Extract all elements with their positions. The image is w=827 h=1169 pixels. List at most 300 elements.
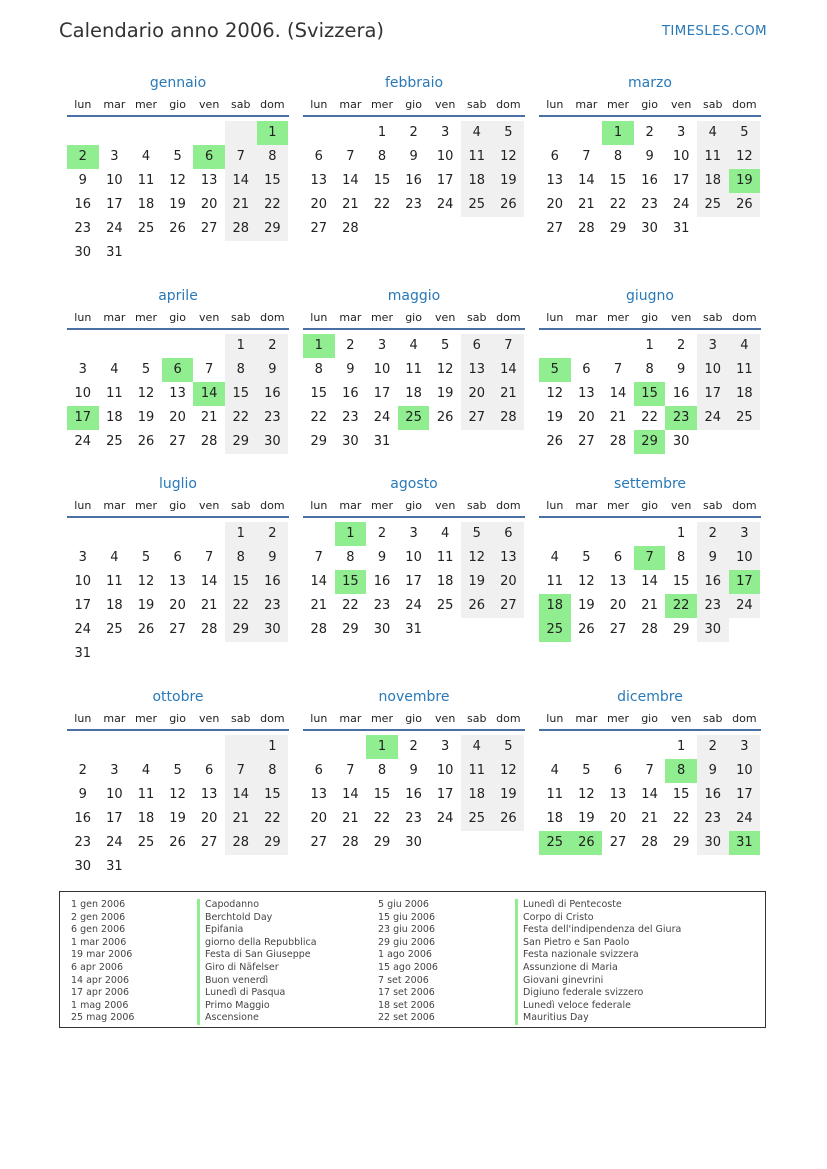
empty-cell [571, 121, 603, 145]
empty-cell [225, 121, 257, 145]
day-cell: 8 [257, 759, 289, 783]
weekday-label: dom [496, 98, 521, 111]
day-cell: 24 [672, 197, 690, 212]
day-cell: 12 [546, 386, 564, 401]
day-cell: 24 [729, 594, 761, 618]
empty-cell [99, 735, 131, 759]
day-cell: 31 [373, 434, 391, 449]
month-name: gennaio [149, 75, 207, 91]
legend-holiday-name: Festa dell'indipendenza del Giura [515, 924, 681, 937]
month-name: dicembre [617, 689, 683, 705]
month-name: maggio [387, 288, 441, 304]
day-cell: 30 [697, 618, 729, 642]
day-cell: 26 [461, 594, 493, 618]
day-cell: 9 [697, 546, 729, 570]
day-cell: 2 [78, 763, 87, 778]
empty-cell [335, 121, 367, 145]
month-name: febbraio [384, 75, 444, 91]
day-cell: 21 [225, 193, 257, 217]
day-cell: 28 [609, 434, 627, 449]
day-cell: 2 [677, 338, 686, 353]
day-cell: 6 [582, 362, 591, 377]
legend-date: 17 set 2006 [378, 987, 435, 999]
day-cell: 21 [493, 382, 525, 406]
day-cell: 19 [493, 783, 525, 807]
day-cell: 4 [729, 334, 761, 358]
day-grid [67, 522, 289, 666]
day-cell: 20 [578, 410, 595, 425]
empty-cell [162, 121, 194, 145]
empty-cell [539, 522, 571, 546]
day-cell: 6 [461, 334, 493, 358]
holiday-day: 25 [398, 406, 430, 430]
day-cell: 13 [546, 173, 564, 188]
day-cell: 21 [342, 197, 359, 212]
holiday-day: 1 [366, 735, 398, 759]
weekday-label: mar [339, 98, 362, 111]
day-cell: 5 [141, 550, 151, 565]
weekday-label: lun [310, 499, 328, 512]
day-cell: 28 [200, 622, 218, 637]
day-cell: 13 [200, 173, 218, 188]
day-cell: 24 [436, 811, 454, 826]
weekday-label: lun [546, 98, 564, 111]
legend-holiday-name: Ascensione [197, 1012, 317, 1025]
month-marzo [539, 72, 761, 241]
legend-holiday-name: Buon venerdì [197, 975, 317, 988]
day-cell: 15 [225, 570, 257, 594]
day-cell: 13 [461, 358, 493, 382]
day-cell: 17 [436, 787, 454, 802]
day-cell: 22 [342, 598, 359, 613]
weekday-label: lun [74, 311, 92, 324]
day-cell: 18 [461, 783, 493, 807]
day-cell: 11 [405, 362, 422, 377]
day-cell: 30 [373, 622, 391, 637]
day-cell: 21 [342, 811, 359, 826]
month-febbraio [303, 72, 525, 241]
day-cell: 23 [74, 221, 92, 236]
day-cell: 7 [314, 550, 323, 565]
weekday-label: sab [231, 311, 251, 324]
legend-holiday-name: Primo Maggio [197, 1000, 317, 1013]
holiday-day: 17 [729, 570, 761, 594]
day-cell: 30 [342, 434, 359, 449]
month-settembre [539, 473, 761, 642]
weekday-label: sab [231, 499, 251, 512]
weekday-label: gio [405, 712, 422, 725]
day-cell: 19 [461, 570, 493, 594]
day-cell: 18 [405, 386, 422, 401]
legend-date: 5 giu 2006 [378, 899, 429, 910]
day-cell: 30 [74, 859, 92, 874]
day-cell: 2 [645, 125, 654, 140]
day-cell: 22 [257, 193, 289, 217]
day-cell: 15 [257, 169, 289, 193]
legend-date: 15 giu 2006 [378, 911, 435, 923]
day-cell: 26 [137, 434, 155, 449]
holiday-day: 1 [303, 334, 335, 358]
day-cell: 24 [74, 622, 92, 637]
day-cell: 2 [409, 125, 418, 140]
weekday-label: dom [260, 311, 285, 324]
weekday-label: mer [370, 499, 393, 512]
day-cell: 11 [106, 574, 123, 589]
weekday-header [539, 709, 761, 731]
day-cell: 5 [493, 735, 525, 759]
day-cell: 16 [257, 570, 289, 594]
legend-holiday-name: Lunedì di Pasqua [197, 987, 317, 1000]
day-cell: 10 [106, 173, 123, 188]
day-cell: 12 [436, 362, 454, 377]
weekday-header [67, 496, 289, 518]
legend-date: 25 mag 2006 [71, 1012, 135, 1024]
day-cell: 20 [546, 197, 564, 212]
weekday-label: lun [310, 311, 328, 324]
day-cell: 20 [609, 811, 627, 826]
day-grid [539, 334, 761, 454]
month-dicembre [539, 686, 761, 855]
day-cell: 14 [342, 173, 359, 188]
empty-cell [99, 121, 131, 145]
day-cell: 6 [314, 763, 323, 778]
day-cell: 7 [205, 550, 214, 565]
day-cell: 4 [461, 121, 493, 145]
day-cell: 1 [677, 739, 686, 754]
day-cell: 21 [310, 598, 328, 613]
day-cell: 29 [609, 221, 627, 236]
day-cell: 24 [373, 410, 391, 425]
legend-holiday-name: San Pietro e San Paolo [515, 937, 681, 950]
day-cell: 30 [257, 430, 289, 454]
day-cell: 12 [578, 574, 595, 589]
day-cell: 6 [550, 149, 559, 164]
day-cell: 19 [578, 598, 595, 613]
day-cell: 16 [641, 173, 658, 188]
day-cell: 1 [645, 338, 654, 353]
legend-holiday-name: Giro di Näfelser [197, 962, 317, 975]
day-cell: 9 [346, 362, 355, 377]
day-cell: 10 [106, 787, 123, 802]
empty-cell [335, 735, 367, 759]
day-cell: 30 [405, 835, 422, 850]
day-cell: 27 [461, 406, 493, 430]
holiday-legend [59, 891, 766, 1028]
day-cell: 10 [74, 386, 92, 401]
month-name: ottobre [152, 689, 204, 705]
month-novembre [303, 686, 525, 855]
day-cell: 19 [137, 410, 155, 425]
weekday-label: mar [575, 712, 598, 725]
day-cell: 20 [169, 598, 186, 613]
legend-holiday-name: Festa nazionale svizzera [515, 949, 681, 962]
weekday-header [303, 709, 525, 731]
legend-holiday-name: Digiuno federale svizzero [515, 987, 681, 1000]
day-cell: 18 [106, 598, 123, 613]
day-cell: 20 [169, 410, 186, 425]
day-cell: 21 [578, 197, 595, 212]
day-cell: 25 [436, 598, 454, 613]
day-cell: 17 [106, 197, 123, 212]
day-cell: 26 [546, 434, 564, 449]
day-cell: 6 [613, 763, 623, 778]
day-grid [303, 121, 525, 241]
day-cell: 14 [225, 169, 257, 193]
legend-date: 14 apr 2006 [71, 974, 130, 986]
holiday-day: 26 [571, 831, 603, 855]
month-ottobre [67, 686, 289, 879]
day-cell: 10 [729, 759, 761, 783]
day-cell: 6 [173, 550, 182, 565]
brand-link[interactable]: TIMESLES.COM [661, 23, 767, 39]
day-cell: 8 [225, 358, 257, 382]
legend-holiday-name: Mauritius Day [515, 1012, 681, 1025]
day-cell: 28 [225, 217, 257, 241]
day-cell: 16 [342, 386, 359, 401]
day-cell: 4 [441, 526, 450, 541]
legend-holiday-name: Festa di San Giuseppe [197, 949, 317, 962]
day-cell: 11 [697, 145, 729, 169]
legend-holiday-name: giorno della Repubblica [197, 937, 317, 950]
day-cell: 11 [436, 550, 454, 565]
holiday-day: 17 [67, 406, 99, 430]
weekday-label: mer [134, 712, 157, 725]
day-cell: 28 [641, 835, 658, 850]
weekday-label: ven [435, 311, 456, 324]
day-cell: 26 [137, 622, 155, 637]
day-cell: 25 [137, 835, 155, 850]
day-cell: 12 [169, 173, 186, 188]
weekday-label: mer [370, 311, 393, 324]
day-cell: 13 [493, 546, 525, 570]
day-cell: 2 [697, 735, 729, 759]
day-cell: 14 [641, 787, 658, 802]
day-cell: 26 [729, 193, 761, 217]
day-cell: 8 [377, 763, 387, 778]
day-cell: 24 [405, 598, 422, 613]
day-cell: 24 [729, 807, 761, 831]
weekday-label: sab [467, 98, 487, 111]
weekday-header [539, 95, 761, 117]
day-cell: 8 [314, 362, 323, 377]
month-name: novembre [378, 689, 450, 705]
day-cell: 25 [729, 406, 761, 430]
weekday-label: mar [103, 712, 126, 725]
weekday-label: ven [199, 499, 220, 512]
day-cell: 20 [200, 197, 218, 212]
day-cell: 5 [141, 362, 151, 377]
day-cell: 30 [641, 221, 658, 236]
day-cell: 9 [257, 358, 289, 382]
weekday-label: gio [405, 499, 422, 512]
empty-cell [303, 121, 335, 145]
day-cell: 24 [697, 406, 729, 430]
weekday-label: sab [231, 712, 251, 725]
day-cell: 6 [493, 522, 525, 546]
day-cell: 23 [74, 835, 92, 850]
day-cell: 5 [173, 149, 182, 164]
day-cell: 30 [697, 831, 729, 855]
day-cell: 13 [578, 386, 595, 401]
day-cell: 12 [461, 546, 493, 570]
day-cell: 27 [609, 622, 627, 637]
empty-cell [67, 522, 99, 546]
empty-cell [303, 735, 335, 759]
day-cell: 23 [342, 410, 359, 425]
weekday-label: gio [169, 712, 186, 725]
empty-cell [67, 334, 99, 358]
legend-date: 6 apr 2006 [71, 961, 124, 973]
day-cell: 17 [672, 173, 690, 188]
day-cell: 28 [641, 622, 658, 637]
weekday-label: mer [370, 98, 393, 111]
day-cell: 25 [106, 622, 123, 637]
day-cell: 1 [257, 735, 289, 759]
weekday-label: mar [103, 98, 126, 111]
day-grid [67, 334, 289, 454]
weekday-header [539, 308, 761, 330]
legend-holiday-name: Giovani ginevrini [515, 975, 681, 988]
day-cell: 22 [373, 811, 391, 826]
holiday-day: 6 [193, 145, 225, 169]
day-cell: 2 [409, 739, 418, 754]
day-cell: 18 [461, 169, 493, 193]
day-cell: 19 [493, 169, 525, 193]
day-grid [67, 121, 289, 265]
weekday-header [303, 95, 525, 117]
day-cell: 17 [106, 811, 123, 826]
weekday-label: mer [134, 311, 157, 324]
weekday-label: sab [703, 311, 723, 324]
day-cell: 5 [173, 763, 182, 778]
day-cell: 20 [493, 570, 525, 594]
weekday-label: lun [546, 712, 564, 725]
month-name: giugno [626, 288, 674, 304]
holiday-day: 6 [162, 358, 194, 382]
holiday-day: 18 [539, 594, 571, 618]
empty-cell [602, 735, 634, 759]
weekday-label: lun [310, 98, 328, 111]
holiday-day: 14 [193, 382, 225, 406]
day-cell: 27 [578, 434, 595, 449]
day-cell: 17 [373, 386, 391, 401]
day-cell: 8 [613, 149, 623, 164]
day-cell: 16 [257, 382, 289, 406]
day-cell: 17 [74, 598, 92, 613]
day-cell: 3 [78, 550, 87, 565]
empty-cell [571, 735, 603, 759]
holiday-day: 25 [539, 618, 571, 642]
day-cell: 5 [461, 522, 493, 546]
day-cell: 6 [613, 550, 623, 565]
day-cell: 23 [257, 594, 289, 618]
day-cell: 11 [137, 173, 155, 188]
day-cell: 26 [169, 221, 186, 236]
legend-date: 1 gen 2006 [71, 899, 126, 910]
day-cell: 3 [377, 338, 387, 353]
day-cell: 11 [461, 759, 493, 783]
day-cell: 16 [405, 787, 422, 802]
legend-date: 1 mar 2006 [71, 936, 127, 948]
weekday-label: ven [435, 712, 456, 725]
day-cell: 4 [409, 338, 418, 353]
day-cell: 8 [645, 362, 654, 377]
day-cell: 24 [106, 221, 123, 236]
day-cell: 15 [310, 386, 328, 401]
holiday-day: 22 [665, 594, 697, 618]
day-cell: 25 [106, 434, 123, 449]
day-cell: 12 [729, 145, 761, 169]
day-cell: 26 [169, 835, 186, 850]
day-cell: 27 [310, 835, 328, 850]
day-cell: 29 [257, 831, 289, 855]
weekday-label: sab [231, 98, 251, 111]
day-cell: 13 [169, 386, 186, 401]
day-cell: 24 [106, 835, 123, 850]
day-cell: 10 [697, 358, 729, 382]
day-cell: 17 [697, 382, 729, 406]
day-cell: 3 [110, 149, 119, 164]
day-cell: 10 [436, 149, 454, 164]
day-cell: 17 [436, 173, 454, 188]
day-cell: 10 [436, 763, 454, 778]
day-cell: 16 [697, 570, 729, 594]
day-grid [303, 522, 525, 642]
legend-names-2 [515, 899, 681, 1025]
month-name: agosto [390, 476, 438, 492]
legend-date: 29 giu 2006 [378, 936, 435, 948]
day-cell: 26 [493, 807, 525, 831]
day-cell: 22 [373, 197, 391, 212]
day-cell: 13 [609, 574, 627, 589]
day-cell: 22 [225, 406, 257, 430]
day-cell: 7 [493, 334, 525, 358]
weekday-label: gio [169, 311, 186, 324]
day-cell: 15 [225, 382, 257, 406]
day-cell: 2 [346, 338, 355, 353]
empty-cell [193, 735, 225, 759]
weekday-label: mer [134, 98, 157, 111]
holiday-day: 19 [729, 169, 761, 193]
legend-date: 2 gen 2006 [71, 911, 126, 923]
holiday-day: 5 [539, 358, 571, 382]
legend-holiday-name: Epifania [197, 924, 317, 937]
day-cell: 27 [169, 622, 186, 637]
empty-cell [634, 522, 666, 546]
day-cell: 23 [697, 807, 729, 831]
day-cell: 19 [578, 811, 595, 826]
holiday-day: 1 [257, 121, 289, 145]
day-cell: 2 [257, 522, 289, 546]
weekday-label: ven [199, 311, 220, 324]
day-cell: 22 [641, 410, 658, 425]
day-cell: 29 [342, 622, 359, 637]
empty-cell [130, 334, 162, 358]
day-cell: 3 [441, 739, 450, 754]
weekday-label: mer [606, 98, 629, 111]
day-cell: 28 [493, 406, 525, 430]
holiday-day: 7 [634, 546, 666, 570]
day-cell: 6 [314, 149, 323, 164]
day-cell: 24 [436, 197, 454, 212]
day-cell: 7 [346, 149, 355, 164]
empty-cell [571, 334, 603, 358]
empty-cell [539, 735, 571, 759]
weekday-label: sab [703, 98, 723, 111]
day-cell: 13 [310, 173, 328, 188]
day-cell: 8 [377, 149, 387, 164]
day-cell: 17 [729, 783, 761, 807]
